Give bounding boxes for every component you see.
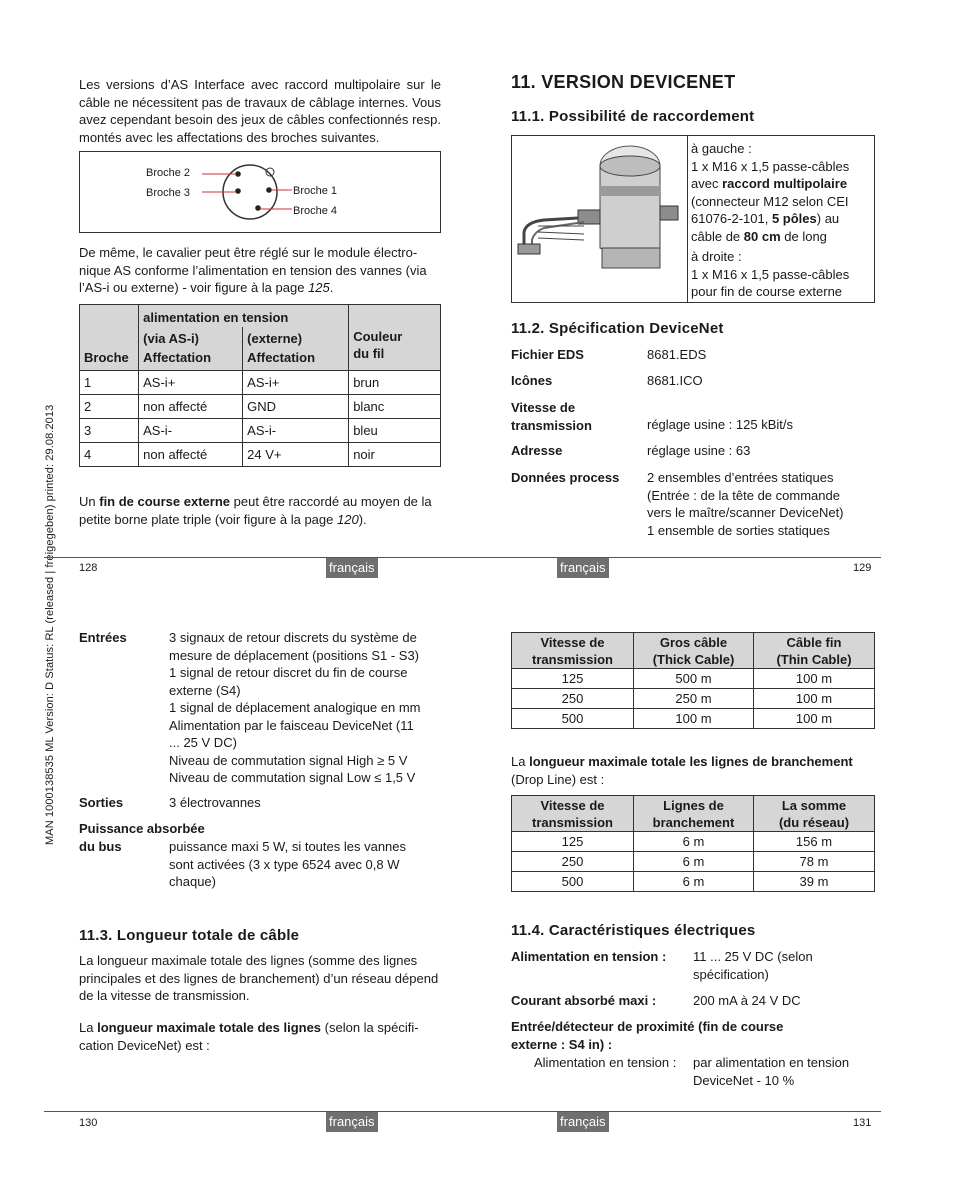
table-row: 250 250 m 100 m <box>512 689 875 709</box>
th-broche: Broche <box>80 305 139 371</box>
page-number-128: 128 <box>79 562 98 574</box>
as-interface-intro: Les versions d’AS Interface avec raccord multipolaire sur le câble ne nécessitent pas de travaux de câblage internes. Vous avez cependant besoin des jeux de câbles confectionnés resp. montés avec les affectations des broches suivantes. <box>79 77 441 145</box>
section-11-3-title: 11.3. Longueur totale de câble <box>79 927 300 944</box>
pin-label-1: Broche 1 <box>293 185 338 197</box>
pin-label-2: Broche 2 <box>146 167 191 179</box>
th-vitesse: Vitesse de transmission <box>512 633 634 669</box>
courant-value: 200 mA à 24 V DC <box>693 993 801 1008</box>
th-cable-fin: Câble fin (Thin Cable) <box>754 633 875 669</box>
footer-rule-top <box>44 557 881 558</box>
table-row: 1 AS-i+ AS-i+ brun <box>80 371 441 395</box>
section-11-title: 11. VERSION DEVICENET <box>511 72 736 92</box>
entrees-value: 3 signaux de retour discrets du système de mesure de déplacement (positions S1 - S3) 1 signal de retour discret du fin de course externe (S4) 1 signal de déplacement analogique en mm Alimentation par le faisceau DeviceNet (11 ... 25 V DC) Niveau de commutation signal High ≥ 5 V Niveau de commutation signal Low ≤ 1,5 V <box>169 630 421 785</box>
spec-adresse-value: réglage usine : 63 <box>647 443 751 458</box>
th-gros-cable: Gros câble (Thick Cable) <box>634 633 754 669</box>
spec-vitesse-value: réglage usine : 125 kBit/s <box>647 417 793 432</box>
table-row: 500 100 m 100 m <box>512 709 875 729</box>
th-alim: alimentation en tension <box>139 305 349 327</box>
proximite-value: par alimentation en tension DeviceNet - 10 % <box>693 1055 850 1088</box>
pin-label-4: Broche 4 <box>293 205 338 217</box>
pin-assignment-table <box>79 304 441 467</box>
th-vitesse-2: Vitesse de transmission <box>512 796 634 832</box>
page-number-130: 130 <box>79 1117 98 1129</box>
pin-label-3: Broche 3 <box>146 187 191 199</box>
raccordement-box <box>511 135 875 303</box>
proximite-label: Entrée/détecteur de proximité (fin de course externe : S4 in) : <box>511 1019 784 1052</box>
alimentation-value: 11 ... 25 V DC (selon spécification) <box>693 949 813 982</box>
section-11-2-title: 11.2. Spécification DeviceNet <box>511 320 724 337</box>
left-connection-text: à gauche : 1 x M16 x 1,5 passe-câbles avec raccord multipolaire (connecteur M12 selon CEI 61076-2-101, 5 pôles) au câble de 80 cm de long <box>691 141 850 244</box>
side-status-note: MAN 1000138535 ML Version: D Status: RL (released | freigegeben) printed: 29.08.2013 <box>44 404 56 845</box>
entrees-label: Entrées <box>79 630 127 645</box>
th-via: (via AS-i) <box>139 327 243 347</box>
sorties-value: 3 électrovannes <box>169 795 261 810</box>
drop-line-table <box>511 795 875 892</box>
spec-vitesse-label: Vitesse de transmission <box>511 400 592 433</box>
spec-icones-label: Icônes <box>511 373 553 388</box>
table-row: 2 non affecté GND blanc <box>80 395 441 419</box>
spec-adresse-label: Adresse <box>511 443 563 458</box>
section-11-4-title: 11.4. Caractéristiques électriques <box>511 922 756 939</box>
longueur-paragraph: La longueur maximale totale des lignes (somme des lignes principales et des lignes de branchement) d’un réseau dépend de la vitesse de transmission. <box>79 953 439 1003</box>
spec-icones-value: 8681.ICO <box>647 373 703 388</box>
table-row: 3 AS-i- AS-i- bleu <box>80 419 441 443</box>
spec-donnees-value: 2 ensembles d’entrées statiques (Entrée : de la tête de commande vers le maître/scanner DeviceNet) 1 ensemble de sorties statiques <box>647 470 844 538</box>
footer-rule-bottom <box>44 1111 881 1112</box>
section-11-1-title: 11.1. Possibilité de raccordement <box>511 108 755 125</box>
right-connection-text: à droite : 1 x M16 x 1,5 passe-câbles pour fin de course externe <box>691 249 850 299</box>
devicenet-device-image <box>514 136 684 302</box>
spec-eds-value: 8681.EDS <box>647 347 707 362</box>
th-aff1: Affectation <box>139 347 243 371</box>
table-row: 250 6 m 78 m <box>512 852 875 872</box>
fin-de-course-paragraph: Un fin de course externe peut être raccordé au moyen de la petite borne plate triple (voir figure à la page 120). <box>79 494 432 527</box>
language-tab-129: français <box>557 558 609 578</box>
sorties-label: Sorties <box>79 795 124 810</box>
language-tab-131: français <box>557 1112 609 1132</box>
proximite-sub-label: Alimentation en tension : <box>534 1055 677 1070</box>
spec-donnees-label: Données process <box>511 470 620 485</box>
language-tab-130: français <box>326 1112 378 1132</box>
page-number-129: 129 <box>853 562 872 574</box>
th-somme: La somme (du réseau) <box>754 796 875 832</box>
th-ext: (externe) <box>243 327 349 347</box>
longueur-totale-paragraph: La longueur maximale totale des lignes (selon la spécification DeviceNet) est : <box>79 1020 419 1053</box>
table-row: 500 6 m 39 m <box>512 872 875 892</box>
th-lignes: Lignes de branchement <box>634 796 754 832</box>
table-row: 125 6 m 156 m <box>512 832 875 852</box>
page-number-131: 131 <box>853 1117 872 1129</box>
th-couleur: Couleur du fil <box>349 305 441 371</box>
courant-label: Courant absorbé maxi : <box>511 993 657 1008</box>
puissance-value: puissance maxi 5 W, si toutes les vannes sont activées (3 x type 6524 avec 0,8 W chaque) <box>169 839 407 889</box>
th-aff2: Affectation <box>243 347 349 371</box>
pin-diagram-box <box>79 151 441 233</box>
spec-eds-label: Fichier EDS <box>511 347 584 362</box>
total-length-table <box>511 632 875 729</box>
drop-line-paragraph: La longueur maximale totale les lignes de branchement (Drop Line) est : <box>511 754 853 787</box>
alimentation-label: Alimentation en tension : <box>511 949 667 964</box>
table-row: 125 500 m 100 m <box>512 669 875 689</box>
cavalier-paragraph: De même, le cavalier peut être réglé sur le module électronique AS conforme l’alimentation en tension des vannes (via l’AS-i ou externe) - voir figure à la page 125. <box>79 245 427 295</box>
language-tab-128: français <box>326 558 378 578</box>
connector-pin-diagram <box>80 152 440 232</box>
puissance-label: Puissance absorbée du bus <box>79 821 205 854</box>
table-row: 4 non affecté 24 V+ noir <box>80 443 441 467</box>
